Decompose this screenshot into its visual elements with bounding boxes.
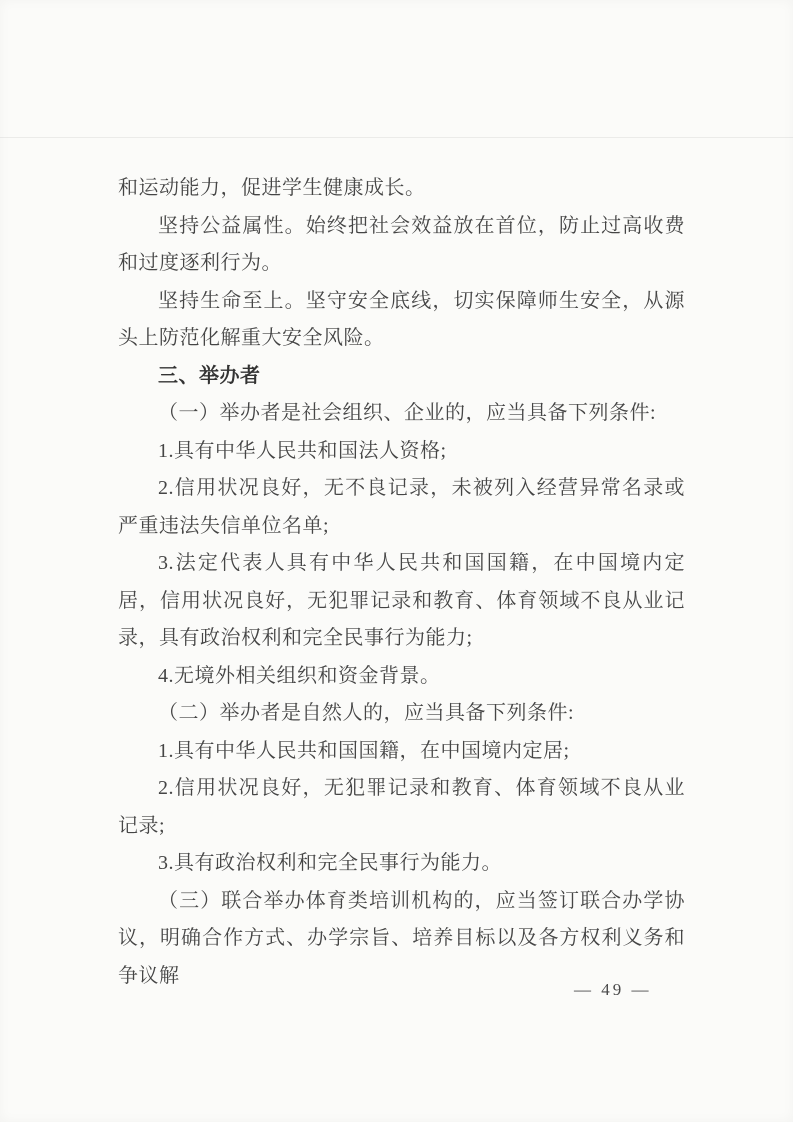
document-body [118,170,685,995]
section-heading: 三、举办者 [158,364,261,387]
paragraph: 1.具有中华人民共和国法人资格; [158,439,447,462]
paragraph: （二）举办者是自然人的，应当具备下列条件: [158,702,575,724]
paragraph: 4.无境外相关组织和资金背景。 [158,664,441,687]
paragraph: （一）举办者是社会组织、企业的，应当具备下列条件: [158,402,657,424]
scan-seam-line [0,137,793,138]
paragraph: 2.信用状况良好，无犯罪记录和教育、体育领域不良从业记录; [118,777,685,837]
paragraph: 坚持公益属性。始终把社会效益放在首位，防止过高收费和过度逐利行为。 [118,214,685,274]
paragraph: 2.信用状况良好，无不良记录，未被列入经营异常名录或严重违法失信单位名单; [118,477,685,537]
paragraph: （三）联合举办体育类培训机构的，应当签订联合办学协议，明确合作方式、办学宗旨、培养目标以及各方权利义务和争议解 [118,889,685,987]
paragraph: 3.法定代表人具有中华人民共和国国籍，在中国境内定居，信用状况良好，无犯罪记录和教育、体育领域不良从业记录，具有政治权利和完全民事行为能力; [118,552,685,649]
paragraph: 和运动能力，促进学生健康成长。 [118,177,426,199]
paragraph: 坚持生命至上。坚守安全底线，切实保障师生安全，从源头上防范化解重大安全风险。 [118,289,685,349]
page-number: — 49 — [574,980,652,999]
paragraph: 3.具有政治权利和完全民事行为能力。 [158,852,502,874]
paragraph: 1.具有中华人民共和国国籍，在中国境内定居; [158,739,570,762]
